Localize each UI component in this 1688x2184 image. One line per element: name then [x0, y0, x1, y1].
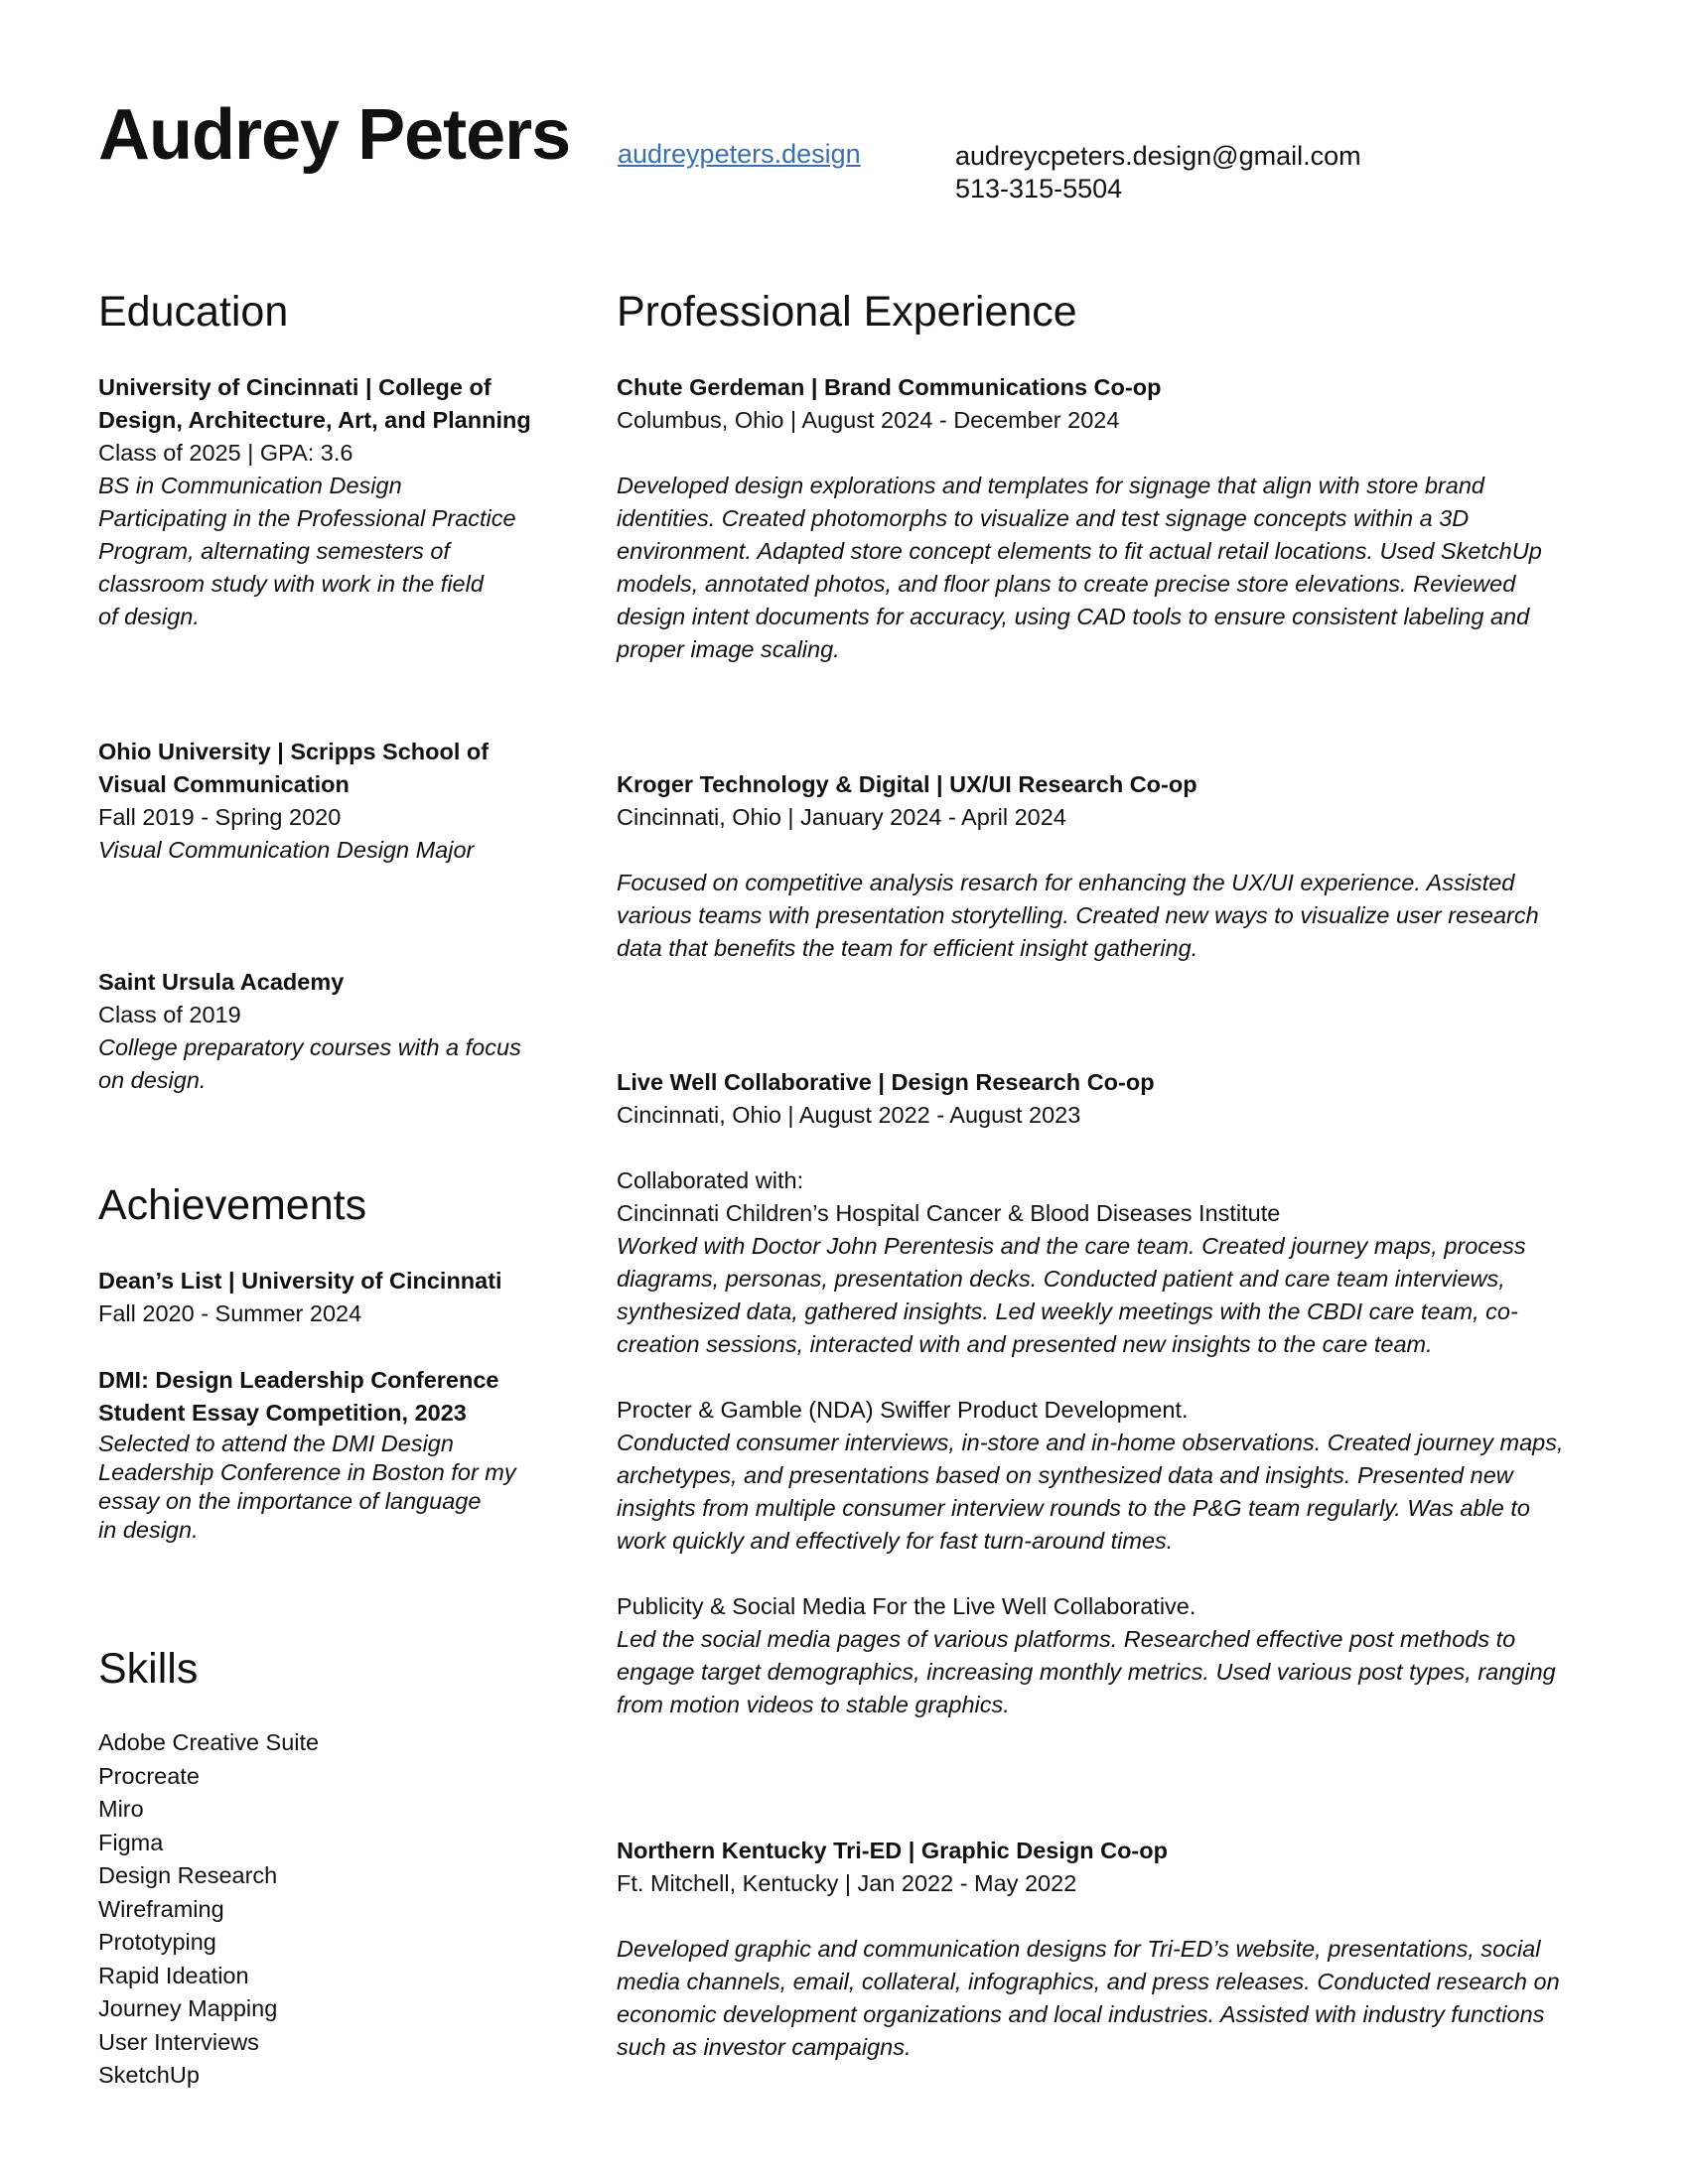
job-desc-line: economic development organizations and local industries. Assisted with industry functions: [617, 2001, 1545, 2027]
job-desc-line: Developed graphic and communication designs for Tri-ED’s website, presentations, social: [617, 1936, 1541, 1962]
school-desc-line: classroom study with work in the field: [98, 571, 484, 597]
email-address[interactable]: audreycpeters.design@gmail.com: [955, 141, 1361, 171]
education-item-uc: [98, 371, 565, 633]
school-desc-line: of design.: [98, 604, 200, 629]
school-name-line: Visual Communication: [98, 771, 350, 797]
job-desc-line: various teams with presentation storytelling. Created new ways to visualize user research: [617, 902, 1539, 928]
school-name-line: Ohio University | Scripps School of: [98, 739, 490, 764]
job-kroger: [617, 768, 1610, 965]
project-name: Cincinnati Children’s Hospital Cancer & Blood Diseases Institute: [617, 1200, 1281, 1226]
project-desc-line: Conducted consumer interviews, in-store and in-home observations. Created journey maps,: [617, 1430, 1564, 1455]
school-name-line: University of Cincinnati | College of: [98, 374, 492, 400]
job-meta: Cincinnati, Ohio | August 2022 - August 2023: [617, 1102, 1081, 1128]
job-desc-line: environment. Adapted store concept elements to fit actual retail locations. Used SketchUp: [617, 538, 1542, 564]
skills-heading: Skills: [98, 1645, 199, 1693]
job-desc-line: models, annotated photos, and floor plans to create precise store elevations. Reviewed: [617, 571, 1516, 597]
job-title: Northern Kentucky Tri-ED | Graphic Design Co-op: [617, 1838, 1168, 1863]
job-meta: Columbus, Ohio | August 2024 - December 2024: [617, 407, 1120, 433]
job-title: Live Well Collaborative | Design Research Co-op: [617, 1069, 1155, 1095]
achievement-title: Dean’s List | University of Cincinnati: [98, 1268, 502, 1294]
skill-item: Procreate: [98, 1762, 200, 1789]
achievement-title: DMI: Design Leadership Conference: [98, 1367, 499, 1393]
skill-item: Rapid Ideation: [98, 1962, 249, 1988]
experience-heading: Professional Experience: [617, 288, 1077, 336]
job-desc-line: identities. Created photomorphs to visualize and test signage concepts within a 3D: [617, 505, 1470, 531]
contact-block: [955, 140, 1361, 205]
project-name: Publicity & Social Media For the Live Well Collaborative.: [617, 1593, 1196, 1619]
achievement-desc-line: Leadership Conference in Boston for my: [98, 1459, 516, 1485]
skill-item: Prototyping: [98, 1929, 216, 1955]
job-meta: Ft. Mitchell, Kentucky | Jan 2022 - May 2022: [617, 1870, 1077, 1896]
school-detail: Fall 2019 - Spring 2020: [98, 804, 342, 830]
achievement-desc-line: in design.: [98, 1517, 199, 1543]
project-desc-line: creation sessions, interacted with and presented new insights to the care team.: [617, 1331, 1433, 1357]
skill-item: Journey Mapping: [98, 1995, 278, 2021]
job-desc-line: proper image scaling.: [617, 636, 840, 662]
project-desc-line: work quickly and effectively for fast turn-around times.: [617, 1528, 1174, 1554]
job-tri-ed: [617, 1835, 1610, 2064]
skill-item: Figma: [98, 1829, 164, 1855]
education-item-ohio: [98, 736, 565, 867]
project-desc-line: archetypes, and presentations based on synthesized data and insights. Presented new: [617, 1462, 1513, 1488]
job-title: Kroger Technology & Digital | UX/UI Research Co-op: [617, 771, 1197, 797]
job-desc-line: such as investor campaigns.: [617, 2034, 912, 2060]
education-item-saint-ursula: [98, 966, 565, 1097]
project-desc-line: Led the social media pages of various platforms. Researched effective post methods to: [617, 1626, 1516, 1652]
skill-item: Adobe Creative Suite: [98, 1729, 320, 1755]
skill-item: User Interviews: [98, 2028, 259, 2055]
job-desc-line: design intent documents for accuracy, using CAD tools to ensure consistent labeling and: [617, 604, 1530, 629]
achievement-item-deans-list: [98, 1265, 565, 1330]
achievement-item-dmi: [98, 1364, 565, 1545]
job-chute-gerdeman: [617, 371, 1610, 666]
job-desc-line: media channels, email, collateral, infographics, and press releases. Conducted research on: [617, 1969, 1560, 1994]
school-desc-line: Visual Communication Design Major: [98, 837, 475, 863]
job-desc-line: data that benefits the team for efficient insight gathering.: [617, 935, 1198, 961]
school-name-line: Design, Architecture, Art, and Planning: [98, 407, 531, 433]
phone-number: 513-315-5504: [955, 174, 1123, 204]
project-desc-line: diagrams, personas, presentation decks. Conducted patient and care team interviews,: [617, 1266, 1505, 1292]
project-desc-line: Worked with Doctor John Perentesis and the care team. Created journey maps, process: [617, 1233, 1526, 1259]
project-desc-line: engage target demographics, increasing monthly metrics. Used various post types, ranging: [617, 1659, 1556, 1685]
collab-label: Collaborated with:: [617, 1167, 804, 1193]
school-name-line: Saint Ursula Academy: [98, 969, 345, 995]
school-desc-line: Participating in the Professional Practice: [98, 505, 516, 531]
portfolio-link[interactable]: audreypeters.design: [618, 139, 861, 169]
job-desc-line: Developed design explorations and templates for signage that align with store brand: [617, 473, 1484, 498]
school-detail: Class of 2019: [98, 1002, 241, 1027]
project-desc-line: synthesized data, gathered insights. Led weekly meetings with the CBDI care team, co-: [617, 1298, 1518, 1324]
school-desc-line: College preparatory courses with a focus: [98, 1034, 521, 1060]
skill-item: Design Research: [98, 1862, 278, 1888]
achievement-desc-line: Selected to attend the DMI Design: [98, 1431, 454, 1456]
job-meta: Cincinnati, Ohio | January 2024 - April 2024: [617, 804, 1066, 830]
job-desc-line: Focused on competitive analysis resarch for enhancing the UX/UI experience. Assisted: [617, 870, 1515, 895]
school-detail: Class of 2025 | GPA: 3.6: [98, 440, 353, 466]
skill-item: Wireframing: [98, 1895, 224, 1922]
achievement-desc-line: essay on the importance of language: [98, 1488, 482, 1514]
achievements-heading: Achievements: [98, 1181, 367, 1229]
job-title: Chute Gerdeman | Brand Communications Co-op: [617, 374, 1162, 400]
school-desc-line: BS in Communication Design: [98, 473, 402, 498]
achievement-title: Student Essay Competition, 2023: [98, 1400, 467, 1426]
project-desc-line: insights from multiple consumer interview rounds to the P&G team regularly. Was able to: [617, 1495, 1530, 1521]
job-live-well: [617, 1066, 1610, 1721]
school-desc-line: Program, alternating semesters of: [98, 538, 450, 564]
skills-list: [98, 1726, 565, 2093]
project-name: Procter & Gamble (NDA) Swiffer Product Development.: [617, 1397, 1189, 1423]
skill-item: SketchUp: [98, 2062, 200, 2088]
project-desc-line: from motion videos to stable graphics.: [617, 1692, 1010, 1717]
achievement-detail: Fall 2020 - Summer 2024: [98, 1300, 362, 1326]
skill-item: Miro: [98, 1796, 144, 1822]
applicant-name: Audrey Peters: [98, 95, 571, 175]
school-desc-line: on design.: [98, 1067, 207, 1093]
education-heading: Education: [98, 288, 289, 336]
